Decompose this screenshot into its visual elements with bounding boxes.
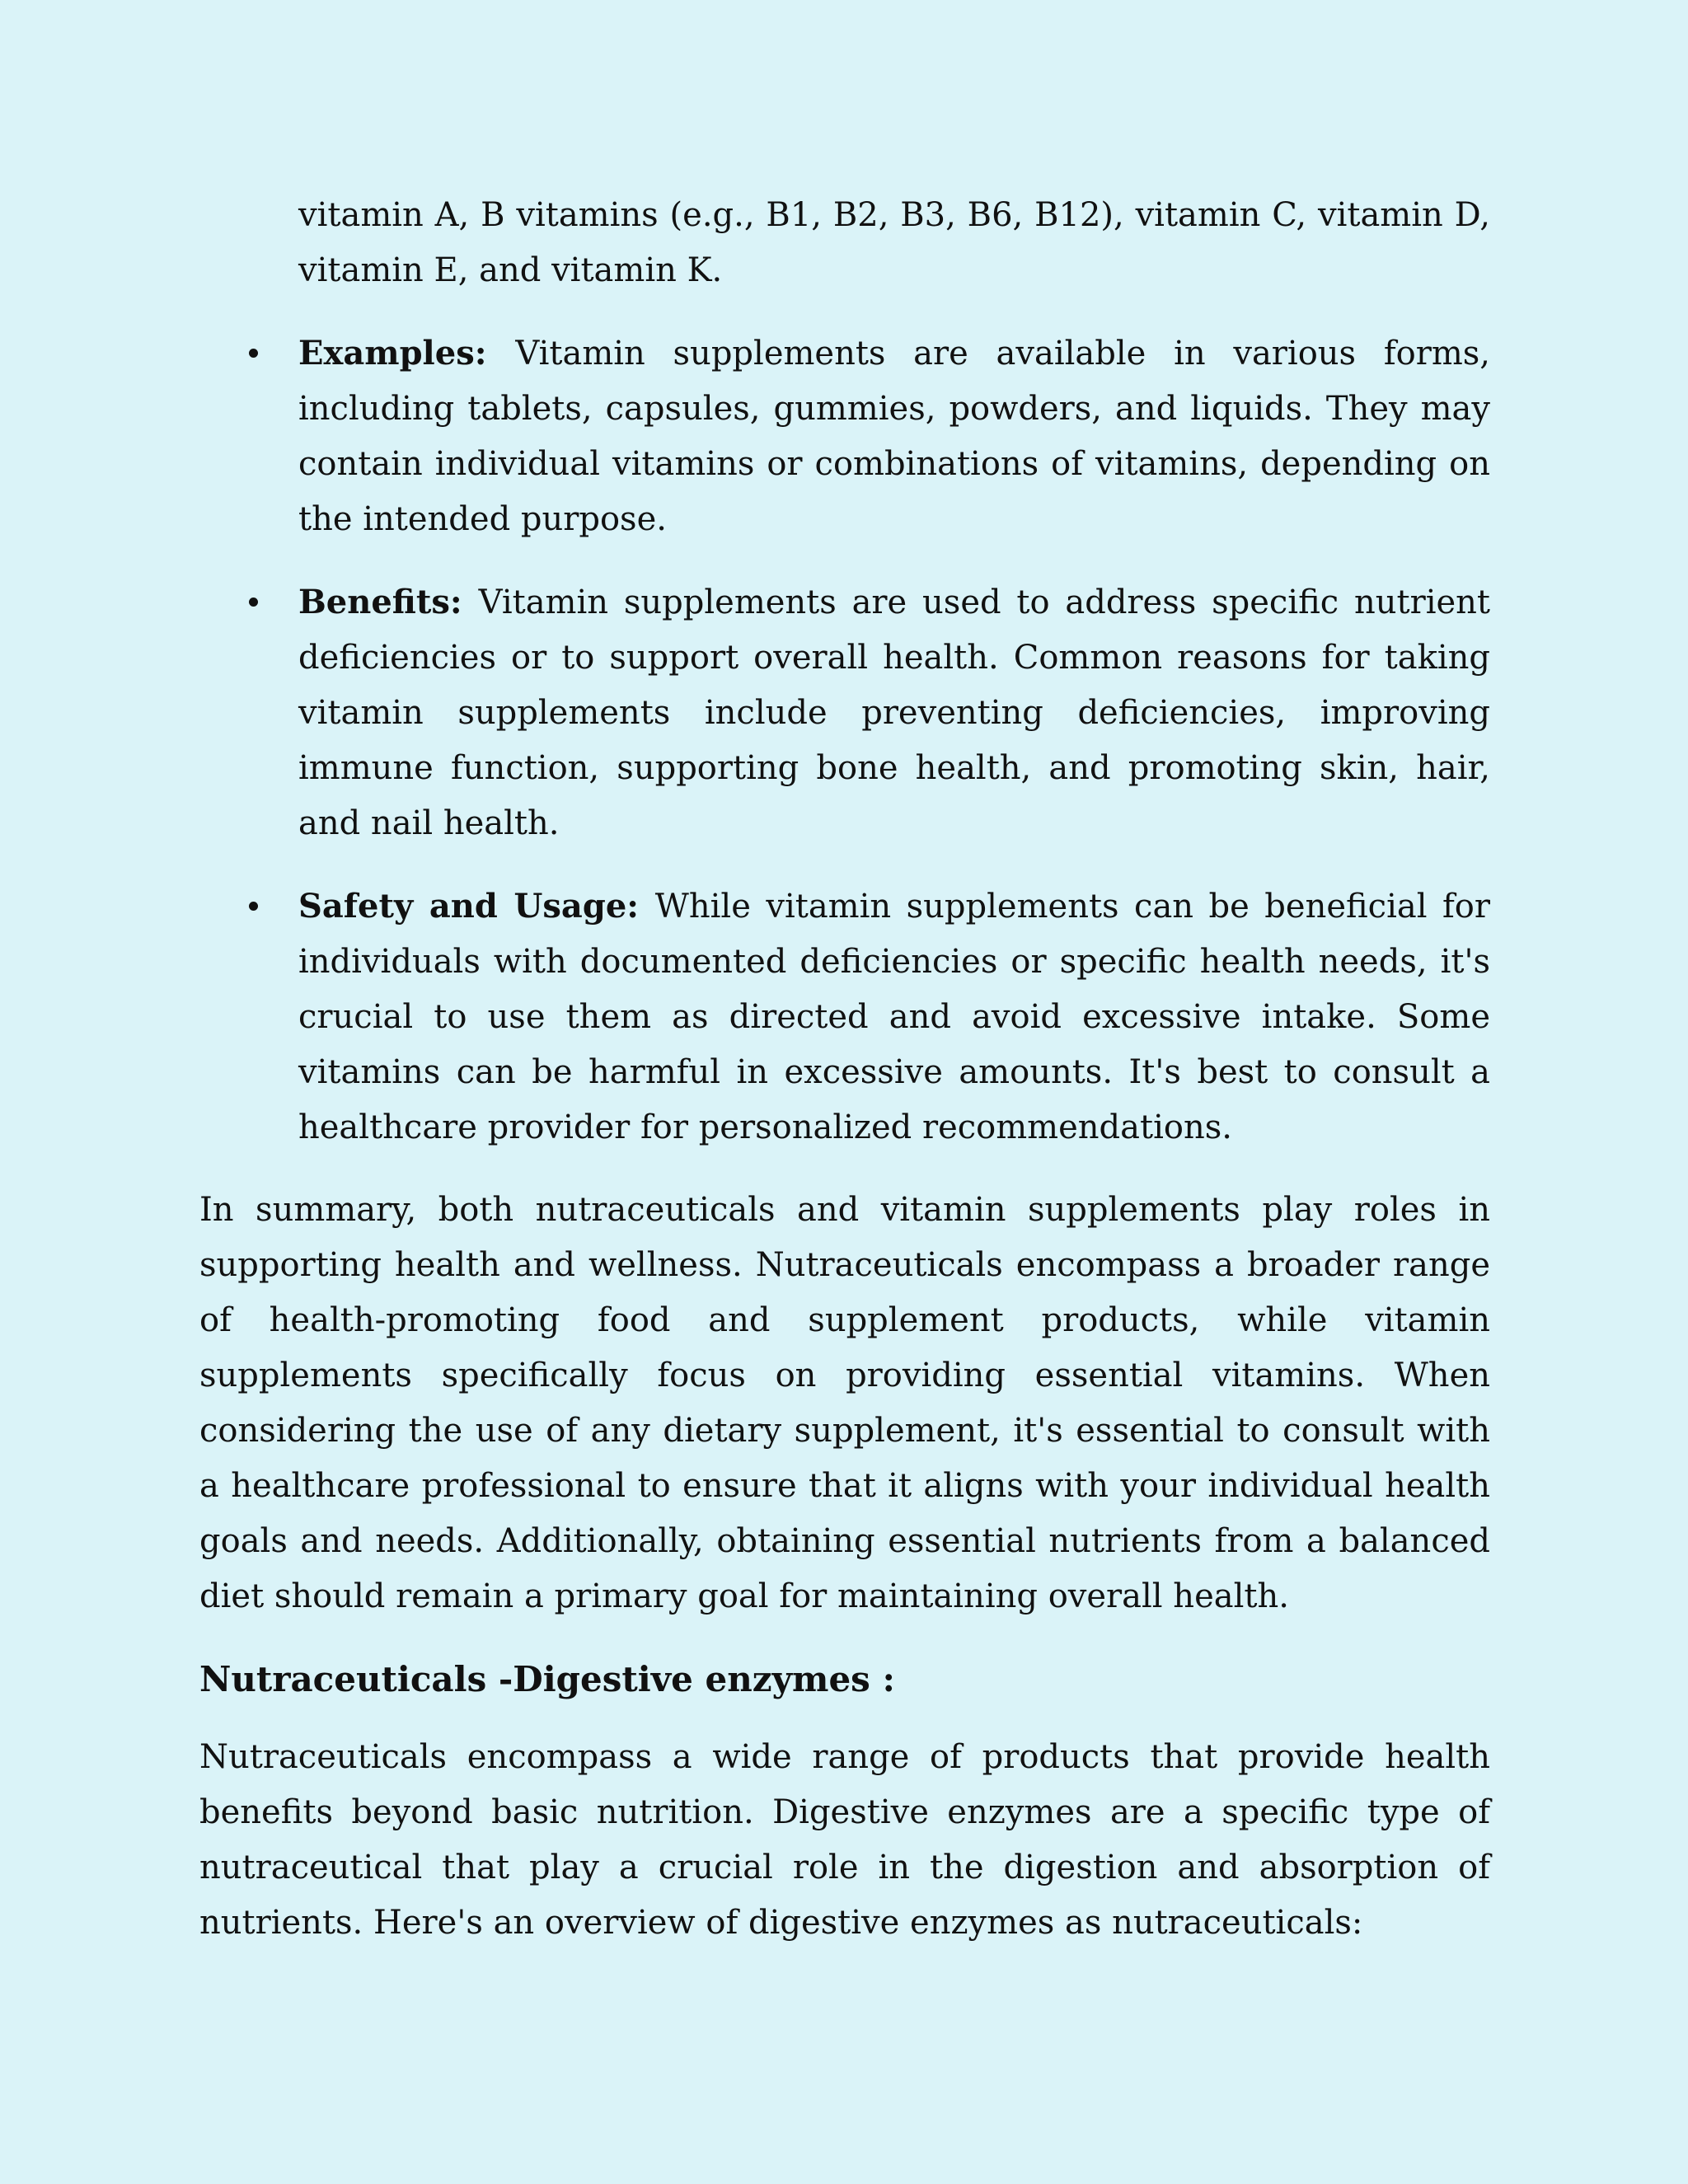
bullet-list <box>199 326 1490 1155</box>
bullet-item-examples <box>298 326 1490 547</box>
bullet-term: Safety and Usage: <box>298 887 655 926</box>
summary-paragraph: In summary, both nutraceuticals and vitamin supplements play roles in supporting health and wellness. Nutraceuticals encompass a broader range of health-promoting food and supplement products, while vitamin supplements specifically focus on providing essential vitamins. When considering the use of any dietary supplement, it's essential to consult with a healthcare professional to ensure that it aligns with your individual health goals and needs. Additionally, obtaining essential nutrients from a balanced diet should remain a primary goal for maintaining overall health. <box>199 1191 1490 1615</box>
bullet-icon <box>249 902 258 911</box>
intro-paragraph: Nutraceuticals encompass a wide range of products that provide health benefits beyond basic nutrition. Digestive enzymes are a specific type of nutraceutical that play a crucial role in the digestion and absorption of nutrients. Here's an overview of digestive enzymes as nutraceuticals: <box>199 1738 1490 1942</box>
bullet-term: Benefits: <box>298 583 479 621</box>
bullet-item-safety-and-usage <box>298 879 1490 1155</box>
bullet-icon <box>249 349 258 358</box>
document-body <box>199 188 1490 1978</box>
bullet-text: Vitamin supplements are used to address specific nutrient deficiencies or to support overall health. Common reasons for taking vitamin supplements include preventing deficiencies, improving immune function, supporting bone health, and promoting skin, hair, and nail health. <box>298 583 1490 842</box>
bullet-icon <box>249 598 258 607</box>
bullet-item-benefits <box>298 574 1490 851</box>
bullet-term: Examples: <box>298 334 516 373</box>
bullet-text: While vitamin supplements can be beneficial for individuals with documented deficiencies or specific health needs, it's crucial to use them as directed and avoid excessive intake. Some vitamins can be harmful in excessive amounts. It's best to consult a healthcare provider for personalized recommendations. <box>298 888 1490 1146</box>
section-heading: Nutraceuticals -Digestive enzymes : <box>199 1659 895 1699</box>
continued-paragraph: vitamin A, B vitamins (e.g., B1, B2, B3, B6, B12), vitamin C, vitamin D, vitamin E, and vitamin K. <box>298 196 1490 289</box>
bullet-text: Vitamin supplements are available in various forms, including tablets, capsules, gummies, powders, and liquids. They may contain individual vitamins or combinations of vitamins, depending on the intended purpose. <box>298 335 1490 538</box>
